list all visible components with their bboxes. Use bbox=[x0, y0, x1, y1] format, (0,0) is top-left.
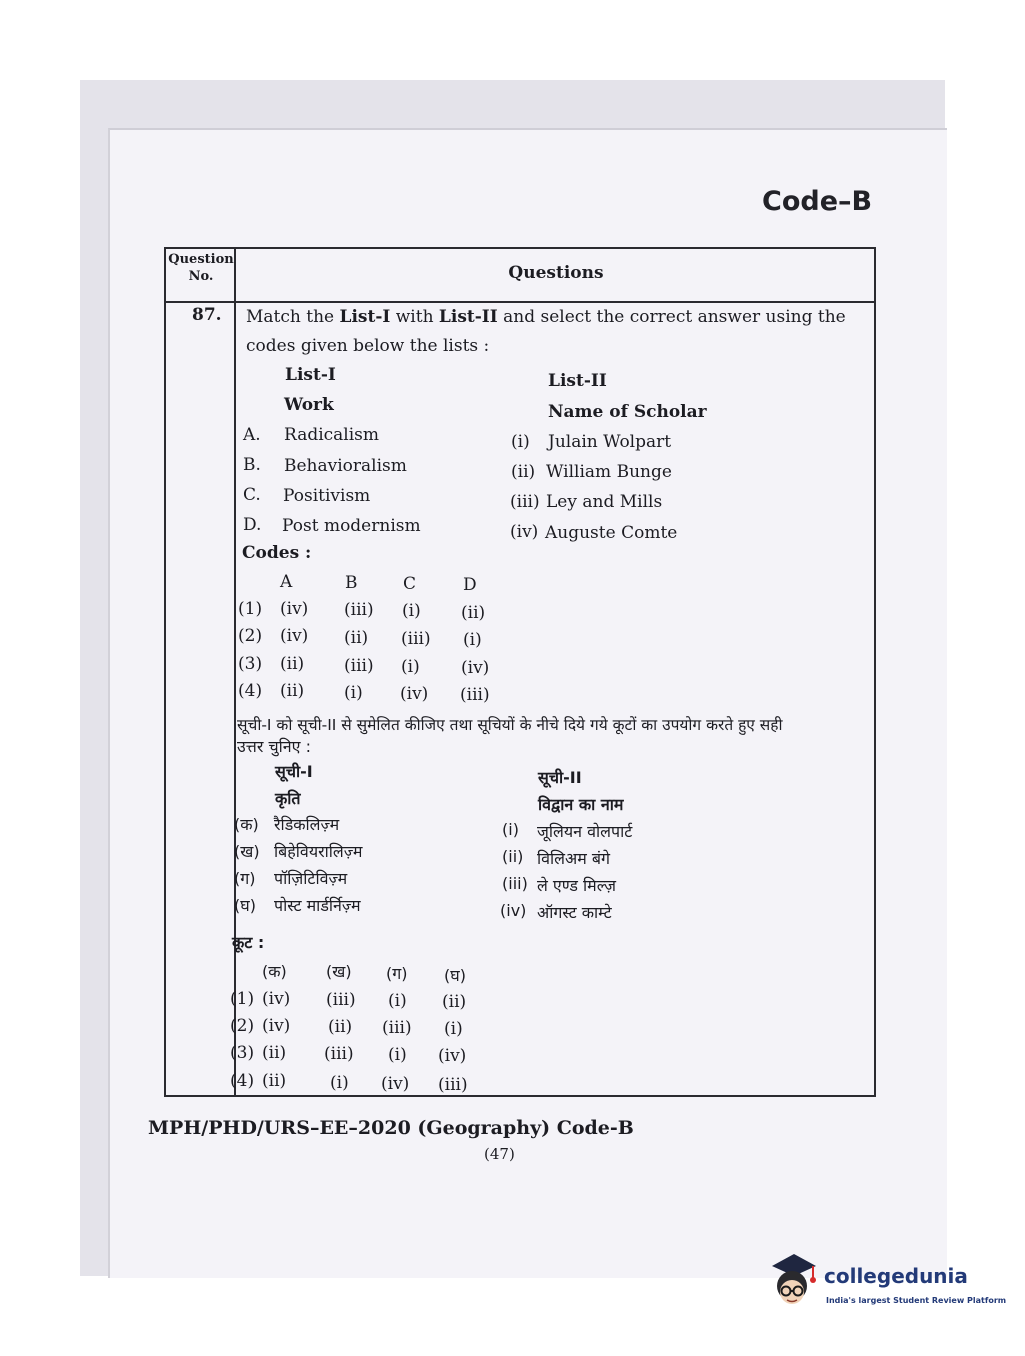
list1-item-key: B. bbox=[243, 455, 261, 475]
list1-item-text: Positivism bbox=[283, 486, 371, 506]
header-divider bbox=[166, 301, 874, 303]
page-number: (47) bbox=[484, 1145, 515, 1163]
list2-item-key: (iv) bbox=[510, 522, 539, 542]
question-stem-line-2: codes given below the lists : bbox=[246, 336, 490, 356]
hindi-list1-subtitle: कृति bbox=[275, 789, 301, 808]
question-stem-line-1: Match the List-I with List-II and select the correct answer using the bbox=[246, 307, 846, 327]
collegedunia-wordmark: collegedunia bbox=[824, 1264, 968, 1288]
hindi-list2-item-text: ले एण्ड मिल्ज़ bbox=[537, 876, 616, 895]
hindi-list2-item-key: (iv) bbox=[500, 901, 527, 920]
hindi-list1-item-text: पॉज़िटिविज़्म bbox=[274, 869, 348, 888]
hindi-list2-subtitle: विद्वान का नाम bbox=[538, 795, 624, 814]
hindi-list1-item-key: (ग) bbox=[234, 869, 256, 888]
list2-subtitle: Name of Scholar bbox=[548, 402, 707, 422]
questions-column-header: Questions bbox=[508, 263, 604, 283]
list2-item-text: Ley and Mills bbox=[546, 492, 663, 512]
list1-title: List-I bbox=[285, 365, 336, 385]
list1-item-text: Post modernism bbox=[282, 516, 421, 536]
codes-header: A bbox=[280, 572, 293, 592]
hindi-list1-item-text: रैडिकलिज़्म bbox=[274, 815, 340, 834]
list1-subtitle: Work bbox=[284, 395, 334, 415]
list2-item-key: (iii) bbox=[510, 492, 540, 512]
hindi-list2-title: सूची-II bbox=[538, 768, 582, 787]
hindi-list2-item-key: (ii) bbox=[502, 847, 524, 866]
list1-item-text: Behavioralism bbox=[284, 456, 407, 476]
list2-item-key: (ii) bbox=[511, 462, 536, 482]
hindi-list2-item-text: ऑगस्ट काम्टे bbox=[537, 903, 612, 922]
codes-label: Codes : bbox=[242, 543, 312, 563]
list1-item-key: D. bbox=[243, 515, 262, 535]
list1-item-key: C. bbox=[243, 485, 261, 505]
column-divider bbox=[234, 249, 236, 1095]
hindi-list1-item-text: पोस्ट मार्डर्निज़्म bbox=[274, 896, 361, 915]
codes-header: C bbox=[403, 574, 417, 594]
question-number: 87. bbox=[192, 305, 222, 325]
codes-header: D bbox=[463, 575, 477, 595]
list1-item-text: Radicalism bbox=[284, 425, 380, 445]
list2-title: List-II bbox=[548, 371, 607, 391]
list2-item-key: (i) bbox=[511, 432, 530, 452]
hindi-list2-item-text: विलिअम बंगे bbox=[537, 849, 611, 868]
question-number-column-header: Question No. bbox=[168, 252, 234, 284]
hindi-list2-item-text: जूलियन वोलपार्ट bbox=[537, 822, 633, 841]
hindi-codes-header: (घ) bbox=[444, 966, 466, 985]
paper-code-heading: Code–B bbox=[762, 186, 873, 217]
hindi-codes-header: (ख) bbox=[326, 962, 352, 981]
hindi-list1-item-key: (घ) bbox=[234, 896, 256, 915]
hindi-question-stem-line-2: उत्तर चुनिए : bbox=[237, 737, 311, 756]
list2-item-text: William Bunge bbox=[546, 462, 672, 482]
hindi-list2-item-key: (iii) bbox=[502, 874, 528, 893]
list2-item-text: Julain Wolpart bbox=[548, 432, 672, 452]
hindi-list1-title: सूची-I bbox=[275, 762, 313, 781]
hindi-list1-item-key: (ख) bbox=[234, 842, 260, 861]
hindi-codes-label: कूट : bbox=[232, 933, 265, 952]
hindi-list1-item-text: बिहेवियरालिज़्म bbox=[274, 842, 363, 861]
collegedunia-tagline: India's largest Student Review Platform bbox=[826, 1296, 1007, 1305]
list1-item-key: A. bbox=[243, 425, 261, 445]
hindi-codes-header: (ग) bbox=[386, 964, 408, 983]
list2-item-text: Auguste Comte bbox=[545, 523, 678, 543]
hindi-list1-item-key: (क) bbox=[234, 815, 259, 834]
hindi-question-stem-line-1: सूची-I को सूची-II से सुमेलित कीजिए तथा सूचियों के नीचे दिये गये कूटों का उपयोग करते हुए सही bbox=[237, 716, 783, 734]
codes-header: B bbox=[345, 573, 358, 593]
hindi-codes-header: (क) bbox=[262, 962, 287, 981]
hindi-list2-item-key: (i) bbox=[502, 820, 519, 839]
exam-footer: MPH/PHD/URS–EE–2020 (Geography) Code-B bbox=[148, 1117, 634, 1139]
